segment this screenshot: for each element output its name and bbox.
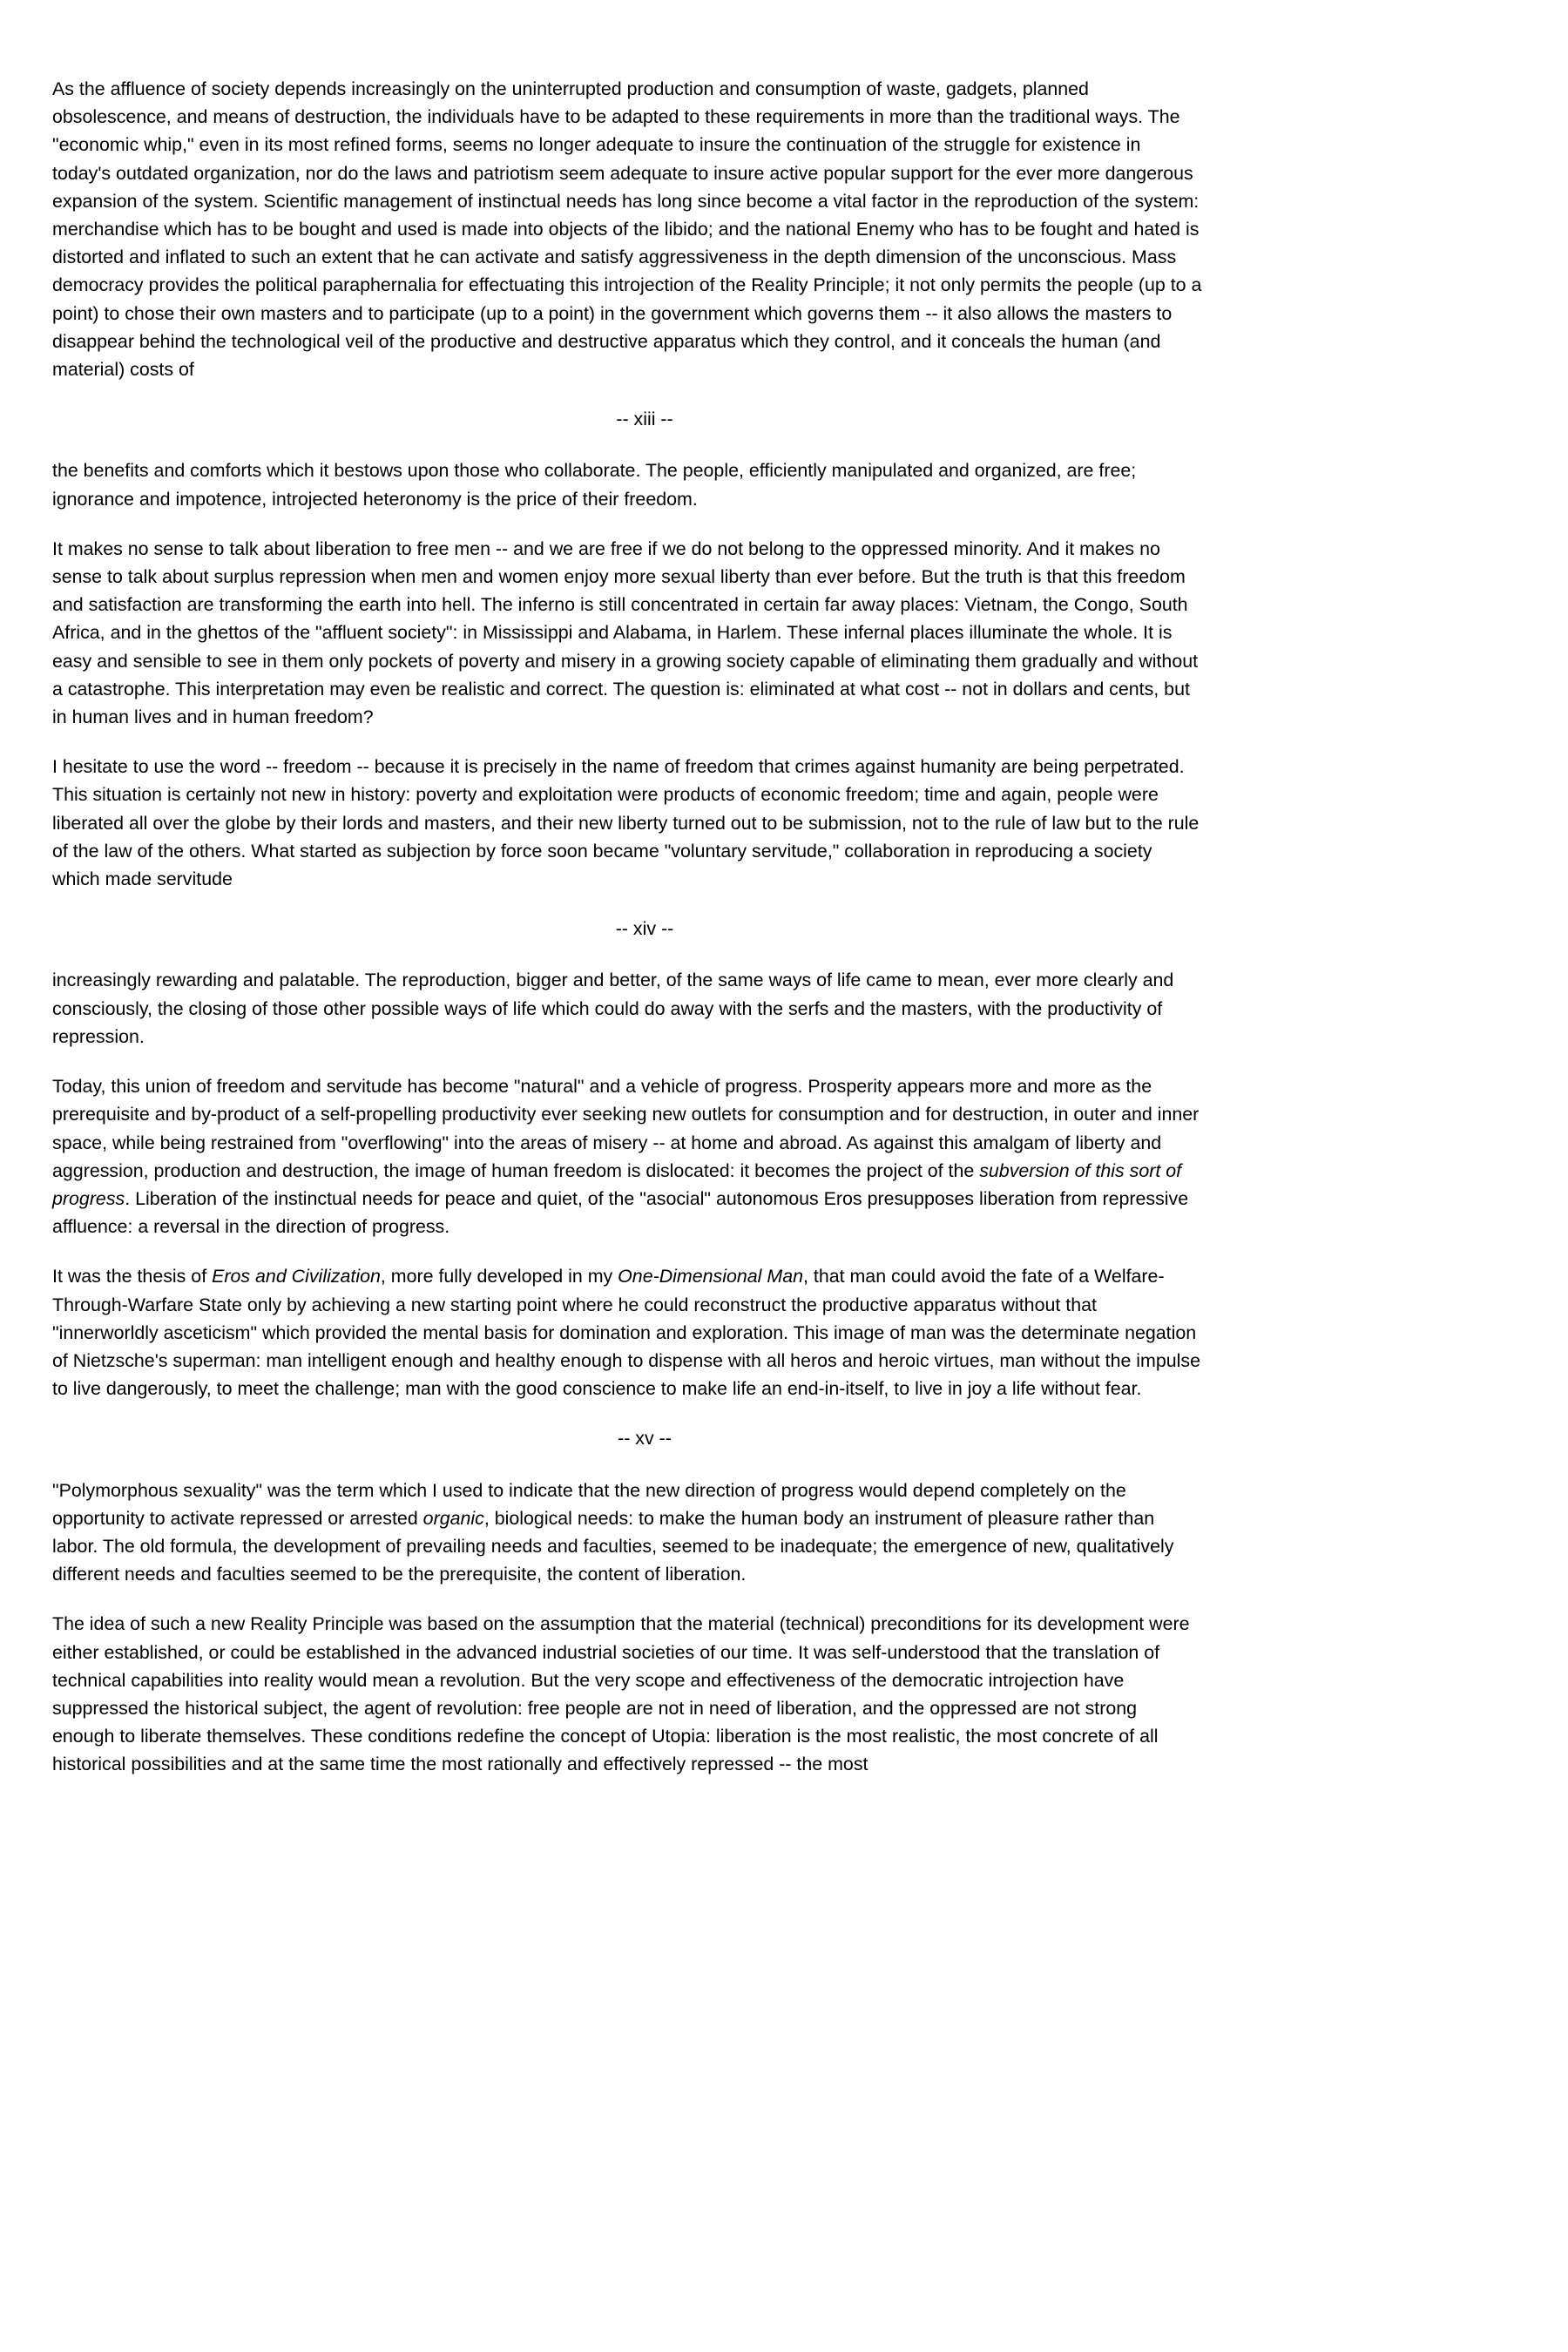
italic-run: organic (422, 1507, 484, 1529)
text-run: "Polymorphous sexuality" was the term which I used to indicate that the new direction of progress would depend completely on the opportunity to activate repressed or arrested (52, 1479, 1126, 1529)
paragraph-union-freedom-servitude (52, 1072, 1202, 1240)
paragraph-reality-principle: The idea of such a new Reality Principle was based on the assumption that the material (technical) preconditions for its development were either established, or could be established in the advanced industrial societies of our time. It was self-understood that the translation of technical capabilities into reality would mean a revolution. But the very scope and effectiveness of the democratic introjection have suppressed the historical subject, the agent of revolution: free people are not in need of liberation, and the oppressed are not strong enough to liberate themselves. These conditions redefine the concept of Utopia: liberation is the most realistic, the most concrete of all historical possibilities and at the same time the most rationally and effectively repressed -- the most (52, 1613, 1190, 1775)
page-number-xiii: -- xiii -- (616, 409, 673, 430)
paragraph-thesis-eros (52, 1262, 1202, 1402)
italic-run: subversion of this sort of progress (52, 1159, 1182, 1209)
paragraph-liberation-free-men: It makes no sense to talk about liberation to free men -- and we are free if we do not belong to the oppressed minority. And it makes no sense to talk about surplus repression when men and women enjoy more sexual liberty than ever before. But the truth is that this freedom and satisfaction are transforming the earth into hell. The inferno is still concentrated in certain far away places: Vietnam, the Congo, South Africa, and in the ghettos of the "affluent society": in Mississippi and Alabama, in Harlem. These infernal places illuminate the whole. It is easy and sensible to see in them only pockets of poverty and misery in a growing society capable of eliminating them gradually and without a catastrophe. This interpretation may even be realistic and correct. The question is: eliminated at what cost -- not in dollars and cents, but in human lives and in human freedom? (52, 537, 1199, 728)
italic-book-title: One-Dimensional Man (618, 1266, 803, 1288)
paragraph-polymorphous-sexuality (52, 1477, 1202, 1589)
text-run: Today, this union of freedom and servitude has become "natural" and a vehicle of progress. Prosperity appears more and more as the prerequisite and by-product of a self-propelling productivity ever seeking new outlets for consumption and for destruction, in outer and inner space, while being restrained from "overflowing" into the areas of misery -- at home and abroad. As against this amalgam of liberty and aggression, production and destruction, the image of human freedom is dislocated: it becomes the project of the (52, 1076, 1200, 1181)
page-number-xv: -- xv -- (618, 1428, 672, 1450)
text-run: . Liberation of the instinctual needs for peace and quiet, of the "asocial" autonomous Eros presupposes liberation from repressive affluence: a reversal in the direction of progress. (52, 1187, 1189, 1238)
paragraph-hesitate-freedom: I hesitate to use the word -- freedom -- because it is precisely in the name of freedom that crimes against humanity are being perpetrated. This situation is certainly not new in history: poverty and exploitation were products of economic freedom; time and again, people were liberated all over the globe by their lords and masters, and their new liberty turned out to be submission, not to the rule of law but to the rule of the law of the others. What started as subjection by force soon became "voluntary servitude," collaboration in reproducing a society which made servitude (52, 756, 1200, 890)
paragraph-increasingly-rewarding: increasingly rewarding and palatable. The reproduction, bigger and better, of the same ways of life came to mean, ever more clearly and consciously, the closing of those other possible ways of life which could do away with the serfs and the masters, with the productivity of repression. (52, 970, 1174, 1047)
paragraph-benefits: the benefits and comforts which it bestows upon those who collaborate. The people, efficiently manipulated and organized, are free; ignorance and impotence, introjected heteronomy is the price of their freedom. (52, 460, 1137, 510)
text-run: , that man could avoid the fate of a Welfare-Through-Warfare State only by achieving a new starting point where he could reconstruct the productive apparatus without that "innerworldly asceticism" which provided the mental basis for domination and exploration. This image of man was the determinate negation of Nietzsche's superman: man intelligent enough and healthy enough to dispense with all heros and heroic virtues, man without the impulse to live dangerously, to meet the challenge; man with the good conscience to make life an end-in-itself, to live in joy a life without fear. (52, 1266, 1201, 1400)
text-run: , biological needs: to make the human body an instrument of pleasure rather than labor. The old formula, the development of prevailing needs and faculties, seemed to be inadequate; the emergence of new, qualitatively different needs and faculties seemed to be the prerequisite, the content of liberation. (52, 1507, 1174, 1585)
italic-book-title: Eros and Civilization (212, 1266, 381, 1288)
page-number-xiv: -- xiv -- (615, 918, 674, 940)
document-page (52, 75, 1202, 1801)
paragraph-affluence: As the affluence of society depends increasingly on the uninterrupted production and consumption of waste, gadgets, planned obsolescence, and means of destruction, the individuals have to be adapted to these requirements in more than the traditional ways. The "economic whip," even in its most refined forms, seems no longer adequate to insure the continuation of the struggle for existence in today's outdated organization, nor do the laws and patriotism seem adequate to insure active popular support for the ever more dangerous expansion of the system. Scientific management of instinctual needs has long since become a vital factor in the reproduction of the system: merchandise which has to be bought and used is made into objects of the libido; and the national Enemy who has to be fought and hated is distorted and inflated to such an extent that he can activate and satisfy aggressiveness in the depth dimension of the unconscious. Mass democracy provides the political paraphernalia for effectuating this introjection of the Reality Principle; it not only permits the people (up to a point) to chose their own masters and to participate (up to a point) in the government which governs them -- it also allows the masters to disappear behind the technological veil of the productive and destructive apparatus which they control, and it conceals the human (and material) costs of (52, 78, 1202, 381)
text-run: , more fully developed in my (380, 1266, 618, 1288)
text-run: It was the thesis of (52, 1266, 213, 1288)
